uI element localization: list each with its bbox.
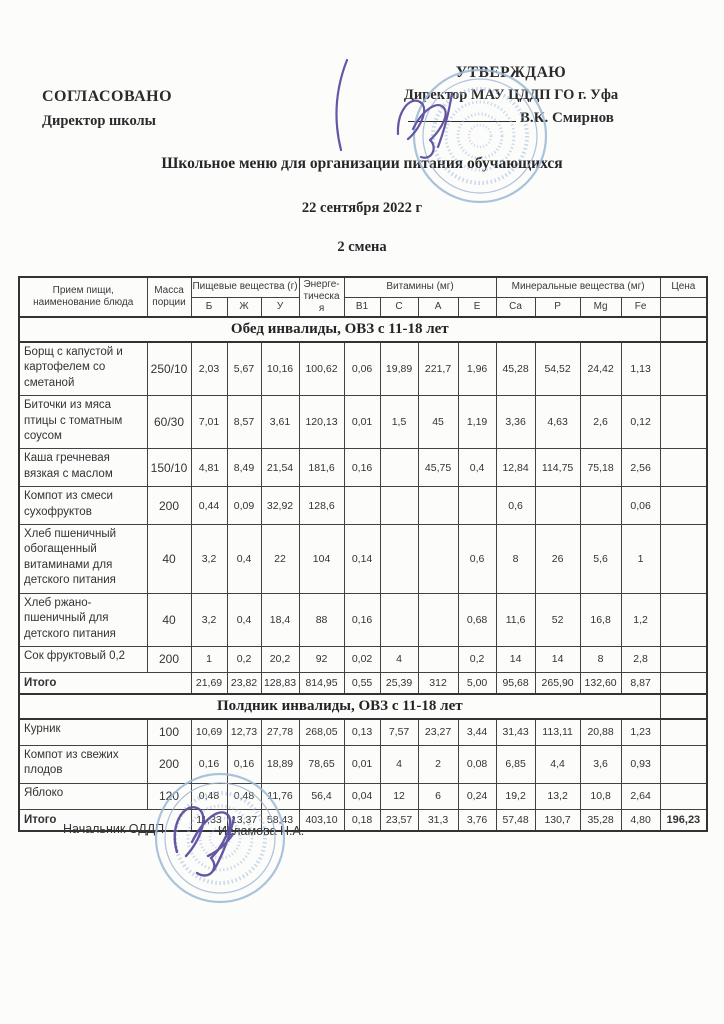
value-cell — [418, 646, 458, 672]
value-cell: 5,67 — [227, 342, 261, 396]
value-cell: 1,5 — [380, 396, 418, 449]
portion-mass: 60/30 — [147, 396, 191, 449]
value-cell: 2 — [418, 745, 458, 783]
value-cell: 4 — [380, 745, 418, 783]
value-cell: 45,75 — [418, 449, 458, 487]
value-cell: 26 — [535, 525, 580, 594]
value-cell: 3,44 — [458, 719, 496, 746]
dish-name: Сок фруктовый 0,2 — [19, 646, 147, 672]
value-cell — [418, 525, 458, 594]
value-cell: 0,24 — [458, 783, 496, 809]
total-label: Итого — [19, 672, 191, 694]
price-cell — [660, 783, 707, 809]
value-cell: 181,6 — [299, 449, 344, 487]
total-value-cell: 31,3 — [418, 809, 458, 831]
col-energy: Энерге-тическа я — [299, 277, 344, 317]
value-cell: 114,75 — [535, 449, 580, 487]
total-value-cell: 0,55 — [344, 672, 380, 694]
signature-line — [408, 121, 516, 122]
value-cell: 0,6 — [458, 525, 496, 594]
price-cell — [660, 719, 707, 746]
total-value-cell: 128,83 — [261, 672, 299, 694]
value-cell: 0,06 — [344, 342, 380, 396]
value-cell: 4 — [380, 646, 418, 672]
total-value-cell: 5,00 — [458, 672, 496, 694]
value-cell: 6 — [418, 783, 458, 809]
price-cell — [660, 396, 707, 449]
portion-mass: 100 — [147, 719, 191, 746]
total-value-cell: 132,60 — [580, 672, 621, 694]
value-cell: 0,04 — [344, 783, 380, 809]
value-cell: 104 — [299, 525, 344, 594]
value-cell: 0,4 — [458, 449, 496, 487]
dish-row — [19, 646, 707, 672]
dish-row — [19, 342, 707, 396]
value-cell — [344, 487, 380, 525]
col-group-vitamins: Витамины (мг) — [344, 277, 496, 297]
total-row — [19, 672, 707, 694]
value-cell: 45 — [418, 396, 458, 449]
total-value-cell: 3,76 — [458, 809, 496, 831]
value-cell: 19,89 — [380, 342, 418, 396]
value-cell: 12 — [380, 783, 418, 809]
approved-signatory-line — [350, 110, 672, 127]
value-cell: 128,6 — [299, 487, 344, 525]
total-value-cell: 57,48 — [496, 809, 535, 831]
value-cell — [380, 449, 418, 487]
section-header-row — [19, 694, 707, 719]
total-value-cell: 403,10 — [299, 809, 344, 831]
value-cell: 10,69 — [191, 719, 227, 746]
col-mg: Mg — [580, 297, 621, 317]
portion-mass: 200 — [147, 646, 191, 672]
value-cell: 8,57 — [227, 396, 261, 449]
value-cell: 52 — [535, 593, 580, 646]
value-cell: 8 — [580, 646, 621, 672]
approved-block — [350, 64, 672, 127]
value-cell: 3,61 — [261, 396, 299, 449]
portion-mass: 250/10 — [147, 342, 191, 396]
value-cell: 221,7 — [418, 342, 458, 396]
value-cell: 24,42 — [580, 342, 621, 396]
portion-mass: 200 — [147, 745, 191, 783]
value-cell: 268,05 — [299, 719, 344, 746]
section-price-cell — [660, 694, 707, 719]
approved-role: Директор МАУ ЦДДП ГО г. Уфа — [403, 87, 619, 103]
total-label: Итого — [19, 809, 191, 831]
total-value-cell: 95,68 — [496, 672, 535, 694]
total-value-cell: 4,80 — [621, 809, 660, 831]
value-cell: 21,54 — [261, 449, 299, 487]
document-title: Школьное меню для организации питания обучающихся — [161, 155, 563, 172]
value-cell: 14 — [535, 646, 580, 672]
shift-label: 2 смена — [337, 239, 387, 255]
value-cell: 1,13 — [621, 342, 660, 396]
value-cell: 7,01 — [191, 396, 227, 449]
value-cell: 3,6 — [580, 745, 621, 783]
value-cell: 4,81 — [191, 449, 227, 487]
portion-mass: 150/10 — [147, 449, 191, 487]
total-value-cell: 23,57 — [380, 809, 418, 831]
value-cell: 54,52 — [535, 342, 580, 396]
value-cell: 1,96 — [458, 342, 496, 396]
value-cell — [380, 593, 418, 646]
total-value-cell: 130,7 — [535, 809, 580, 831]
value-cell: 22 — [261, 525, 299, 594]
price-cell — [660, 593, 707, 646]
value-cell: 0,16 — [344, 593, 380, 646]
value-cell: 0,01 — [344, 745, 380, 783]
total-price-cell — [660, 672, 707, 694]
menu-table — [18, 276, 708, 832]
value-cell: 2,64 — [621, 783, 660, 809]
value-cell: 0,6 — [496, 487, 535, 525]
total-value-cell: 25,39 — [380, 672, 418, 694]
dish-name: Хлеб ржано-пшеничный для детского питания — [19, 593, 147, 646]
total-value-cell: 13,37 — [227, 809, 261, 831]
total-value-cell: 23,82 — [227, 672, 261, 694]
section-price-cell — [660, 317, 707, 342]
value-cell: 88 — [299, 593, 344, 646]
dish-name: Компот из смеси сухофруктов — [19, 487, 147, 525]
col-ca: Ca — [496, 297, 535, 317]
total-value-cell: 11,33 — [191, 809, 227, 831]
dish-name: Компот из свежих плодов — [19, 745, 147, 783]
price-cell — [660, 487, 707, 525]
value-cell: 1,23 — [621, 719, 660, 746]
portion-mass: 200 — [147, 487, 191, 525]
value-cell: 3,2 — [191, 525, 227, 594]
value-cell: 12,84 — [496, 449, 535, 487]
section-title: Полдник инвалиды, ОВЗ с 11-18 лет — [19, 694, 660, 719]
value-cell: 2,6 — [580, 396, 621, 449]
col-mass: Масса порции — [147, 277, 191, 317]
dish-row — [19, 396, 707, 449]
value-cell — [535, 487, 580, 525]
col-a: A — [418, 297, 458, 317]
col-c: C — [380, 297, 418, 317]
value-cell: 1 — [621, 525, 660, 594]
value-cell: 20,88 — [580, 719, 621, 746]
value-cell: 0,93 — [621, 745, 660, 783]
value-cell: 31,43 — [496, 719, 535, 746]
value-cell — [418, 593, 458, 646]
dish-row — [19, 449, 707, 487]
value-cell: 8 — [496, 525, 535, 594]
col-p: P — [535, 297, 580, 317]
value-cell: 0,09 — [227, 487, 261, 525]
value-cell — [380, 525, 418, 594]
value-cell: 18,89 — [261, 745, 299, 783]
dish-row — [19, 719, 707, 746]
approved-signatory: В.К. Смирнов — [519, 110, 614, 126]
total-value-cell: 0,18 — [344, 809, 380, 831]
value-cell: 14 — [496, 646, 535, 672]
value-cell: 100,62 — [299, 342, 344, 396]
value-cell: 92 — [299, 646, 344, 672]
total-price-cell: 196,23 — [660, 809, 707, 831]
agreed-block — [42, 88, 172, 130]
value-cell: 4,4 — [535, 745, 580, 783]
value-cell: 0,06 — [621, 487, 660, 525]
col-carbs: У — [261, 297, 299, 317]
value-cell: 113,11 — [535, 719, 580, 746]
col-price-sub — [660, 297, 707, 317]
value-cell: 2,8 — [621, 646, 660, 672]
value-cell: 0,48 — [227, 783, 261, 809]
value-cell: 8,49 — [227, 449, 261, 487]
value-cell: 0,16 — [191, 745, 227, 783]
value-cell: 18,4 — [261, 593, 299, 646]
value-cell: 27,78 — [261, 719, 299, 746]
portion-mass: 40 — [147, 593, 191, 646]
value-cell — [458, 487, 496, 525]
col-price: Цена — [660, 277, 707, 297]
value-cell: 56,4 — [299, 783, 344, 809]
value-cell: 32,92 — [261, 487, 299, 525]
value-cell: 6,85 — [496, 745, 535, 783]
value-cell: 10,16 — [261, 342, 299, 396]
value-cell: 45,28 — [496, 342, 535, 396]
value-cell: 0,44 — [191, 487, 227, 525]
value-cell — [380, 487, 418, 525]
value-cell: 0,12 — [621, 396, 660, 449]
value-cell: 78,65 — [299, 745, 344, 783]
col-protein: Б — [191, 297, 227, 317]
portion-mass: 120 — [147, 783, 191, 809]
value-cell — [418, 487, 458, 525]
value-cell: 0,68 — [458, 593, 496, 646]
dish-name: Курник — [19, 719, 147, 746]
value-cell: 0,2 — [458, 646, 496, 672]
section-title: Обед инвалиды, ОВЗ с 11-18 лет — [19, 317, 660, 342]
value-cell: 19,2 — [496, 783, 535, 809]
col-b1: B1 — [344, 297, 380, 317]
dish-row — [19, 593, 707, 646]
value-cell: 12,73 — [227, 719, 261, 746]
total-value-cell: 814,95 — [299, 672, 344, 694]
value-cell: 13,2 — [535, 783, 580, 809]
value-cell: 0,13 — [344, 719, 380, 746]
table-header — [19, 277, 707, 317]
value-cell: 0,14 — [344, 525, 380, 594]
value-cell: 20,2 — [261, 646, 299, 672]
dish-name: Борщ с капустой и картофелем со сметаной — [19, 342, 147, 396]
value-cell: 11,76 — [261, 783, 299, 809]
value-cell: 0,16 — [344, 449, 380, 487]
value-cell: 23,27 — [418, 719, 458, 746]
value-cell: 0,2 — [227, 646, 261, 672]
approved-label: УТВЕРЖДАЮ — [455, 64, 567, 81]
value-cell: 1,2 — [621, 593, 660, 646]
value-cell: 2,03 — [191, 342, 227, 396]
value-cell: 1 — [191, 646, 227, 672]
value-cell: 10,8 — [580, 783, 621, 809]
col-fat: Ж — [227, 297, 261, 317]
footer-signatory: Исламова Н.А. — [218, 824, 305, 838]
value-cell: 7,57 — [380, 719, 418, 746]
dish-name: Яблоко — [19, 783, 147, 809]
value-cell: 0,4 — [227, 593, 261, 646]
price-cell — [660, 449, 707, 487]
value-cell: 2,56 — [621, 449, 660, 487]
dish-row — [19, 487, 707, 525]
value-cell: 120,13 — [299, 396, 344, 449]
portion-mass: 40 — [147, 525, 191, 594]
dish-row — [19, 745, 707, 783]
section-header-row — [19, 317, 707, 342]
dish-name: Каша гречневая вязкая с маслом — [19, 449, 147, 487]
value-cell: 3,2 — [191, 593, 227, 646]
value-cell: 11,6 — [496, 593, 535, 646]
total-value-cell: 265,90 — [535, 672, 580, 694]
total-value-cell: 35,28 — [580, 809, 621, 831]
value-cell: 5,6 — [580, 525, 621, 594]
value-cell: 0,02 — [344, 646, 380, 672]
col-fe: Fe — [621, 297, 660, 317]
col-meal: Прием пищи, наименование блюда — [19, 277, 147, 317]
agreed-role: Директор школы — [42, 113, 156, 129]
value-cell: 0,48 — [191, 783, 227, 809]
value-cell: 1,19 — [458, 396, 496, 449]
value-cell: 4,63 — [535, 396, 580, 449]
col-group-minerals: Минеральные вещества (мг) — [496, 277, 660, 297]
document-date: 22 сентября 2022 г — [301, 200, 423, 216]
price-cell — [660, 646, 707, 672]
dish-row — [19, 525, 707, 594]
value-cell: 0,4 — [227, 525, 261, 594]
price-cell — [660, 342, 707, 396]
dish-name: Биточки из мяса птицы с томатным соусом — [19, 396, 147, 449]
value-cell: 0,01 — [344, 396, 380, 449]
value-cell: 0,16 — [227, 745, 261, 783]
price-cell — [660, 525, 707, 594]
total-value-cell: 312 — [418, 672, 458, 694]
value-cell: 3,36 — [496, 396, 535, 449]
agreed-label: СОГЛАСОВАНО — [42, 88, 173, 105]
value-cell — [580, 487, 621, 525]
total-value-cell: 21,69 — [191, 672, 227, 694]
col-group-nutrients: Пищевые вещества (г) — [191, 277, 299, 297]
col-e: E — [458, 297, 496, 317]
footer-position: Начальник ОДДП — [63, 822, 165, 836]
dish-row — [19, 783, 707, 809]
value-cell: 0,08 — [458, 745, 496, 783]
value-cell: 75,18 — [580, 449, 621, 487]
price-cell — [660, 745, 707, 783]
total-value-cell: 8,87 — [621, 672, 660, 694]
dish-name: Хлеб пшеничный обогащенный витаминами для детского питания — [19, 525, 147, 594]
value-cell: 16,8 — [580, 593, 621, 646]
total-value-cell: 58,43 — [261, 809, 299, 831]
